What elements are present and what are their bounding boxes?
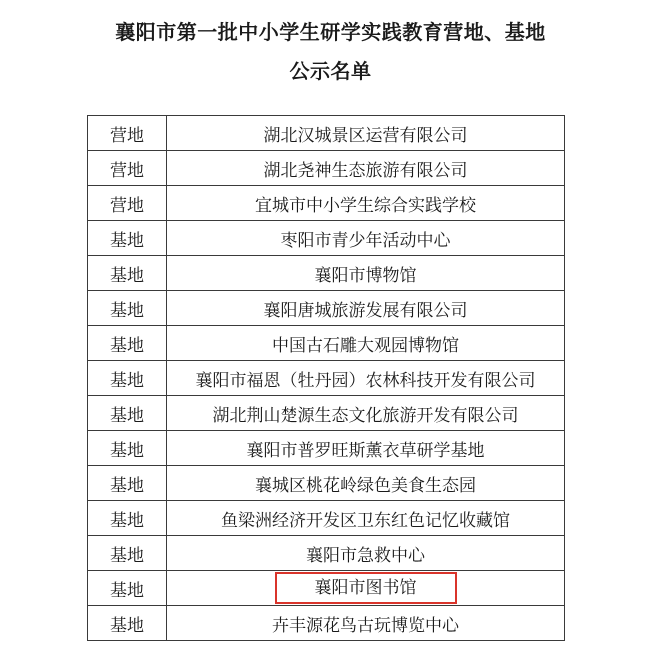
row-type: 营地 (88, 151, 167, 186)
table-row (88, 256, 565, 291)
table-row (88, 501, 565, 536)
row-name: 卉丰源花鸟古玩博览中心 (167, 606, 565, 641)
row-name: 襄阳市急救中心 (167, 536, 565, 571)
row-name: 鱼梁洲经济开发区卫东红色记忆收藏馆 (167, 501, 565, 536)
row-name: 襄城区桃花岭绿色美食生态园 (167, 466, 565, 501)
row-name: 襄阳市福恩（牡丹园）农林科技开发有限公司 (167, 361, 565, 396)
row-type: 基地 (88, 361, 167, 396)
row-name: 襄阳市普罗旺斯薰衣草研学基地 (167, 431, 565, 466)
table-row (88, 536, 565, 571)
table-row (88, 116, 565, 151)
row-type: 基地 (88, 256, 167, 291)
row-type: 基地 (88, 501, 167, 536)
row-name: 枣阳市青少年活动中心 (167, 221, 565, 256)
table-row (88, 431, 565, 466)
row-name: 湖北荆山楚源生态文化旅游开发有限公司 (167, 396, 565, 431)
row-type: 基地 (88, 396, 167, 431)
table-row (88, 221, 565, 256)
table-row (88, 186, 565, 221)
row-name: 中国古石雕大观园博物馆 (167, 326, 565, 361)
table-row (88, 361, 565, 396)
row-name: 湖北尧神生态旅游有限公司 (167, 151, 565, 186)
row-type: 营地 (88, 116, 167, 151)
row-type: 基地 (88, 221, 167, 256)
row-name: 湖北汉城景区运营有限公司 (167, 116, 565, 151)
row-type: 基地 (88, 326, 167, 361)
row-name: 襄阳唐城旅游发展有限公司 (167, 291, 565, 326)
row-type: 基地 (88, 536, 167, 571)
row-name-highlighted (167, 571, 565, 606)
list-table (87, 115, 565, 641)
table-row (88, 606, 565, 641)
row-type: 基地 (88, 466, 167, 501)
table-row (88, 466, 565, 501)
document-title: 襄阳市第一批中小学生研学实践教育营地、基地 (115, 20, 546, 44)
highlight-box: 襄阳市图书馆 (275, 572, 457, 604)
table-row (88, 326, 565, 361)
table-row (88, 151, 565, 186)
table-row (88, 396, 565, 431)
row-name: 襄阳市博物馆 (167, 256, 565, 291)
document-subtitle: 公示名单 (289, 59, 372, 83)
table-row (88, 571, 565, 606)
table-row (88, 291, 565, 326)
row-type: 营地 (88, 186, 167, 221)
row-name: 宜城市中小学生综合实践学校 (167, 186, 565, 221)
row-type: 基地 (88, 431, 167, 466)
row-type: 基地 (88, 571, 167, 606)
row-type: 基地 (88, 606, 167, 641)
row-type: 基地 (88, 291, 167, 326)
